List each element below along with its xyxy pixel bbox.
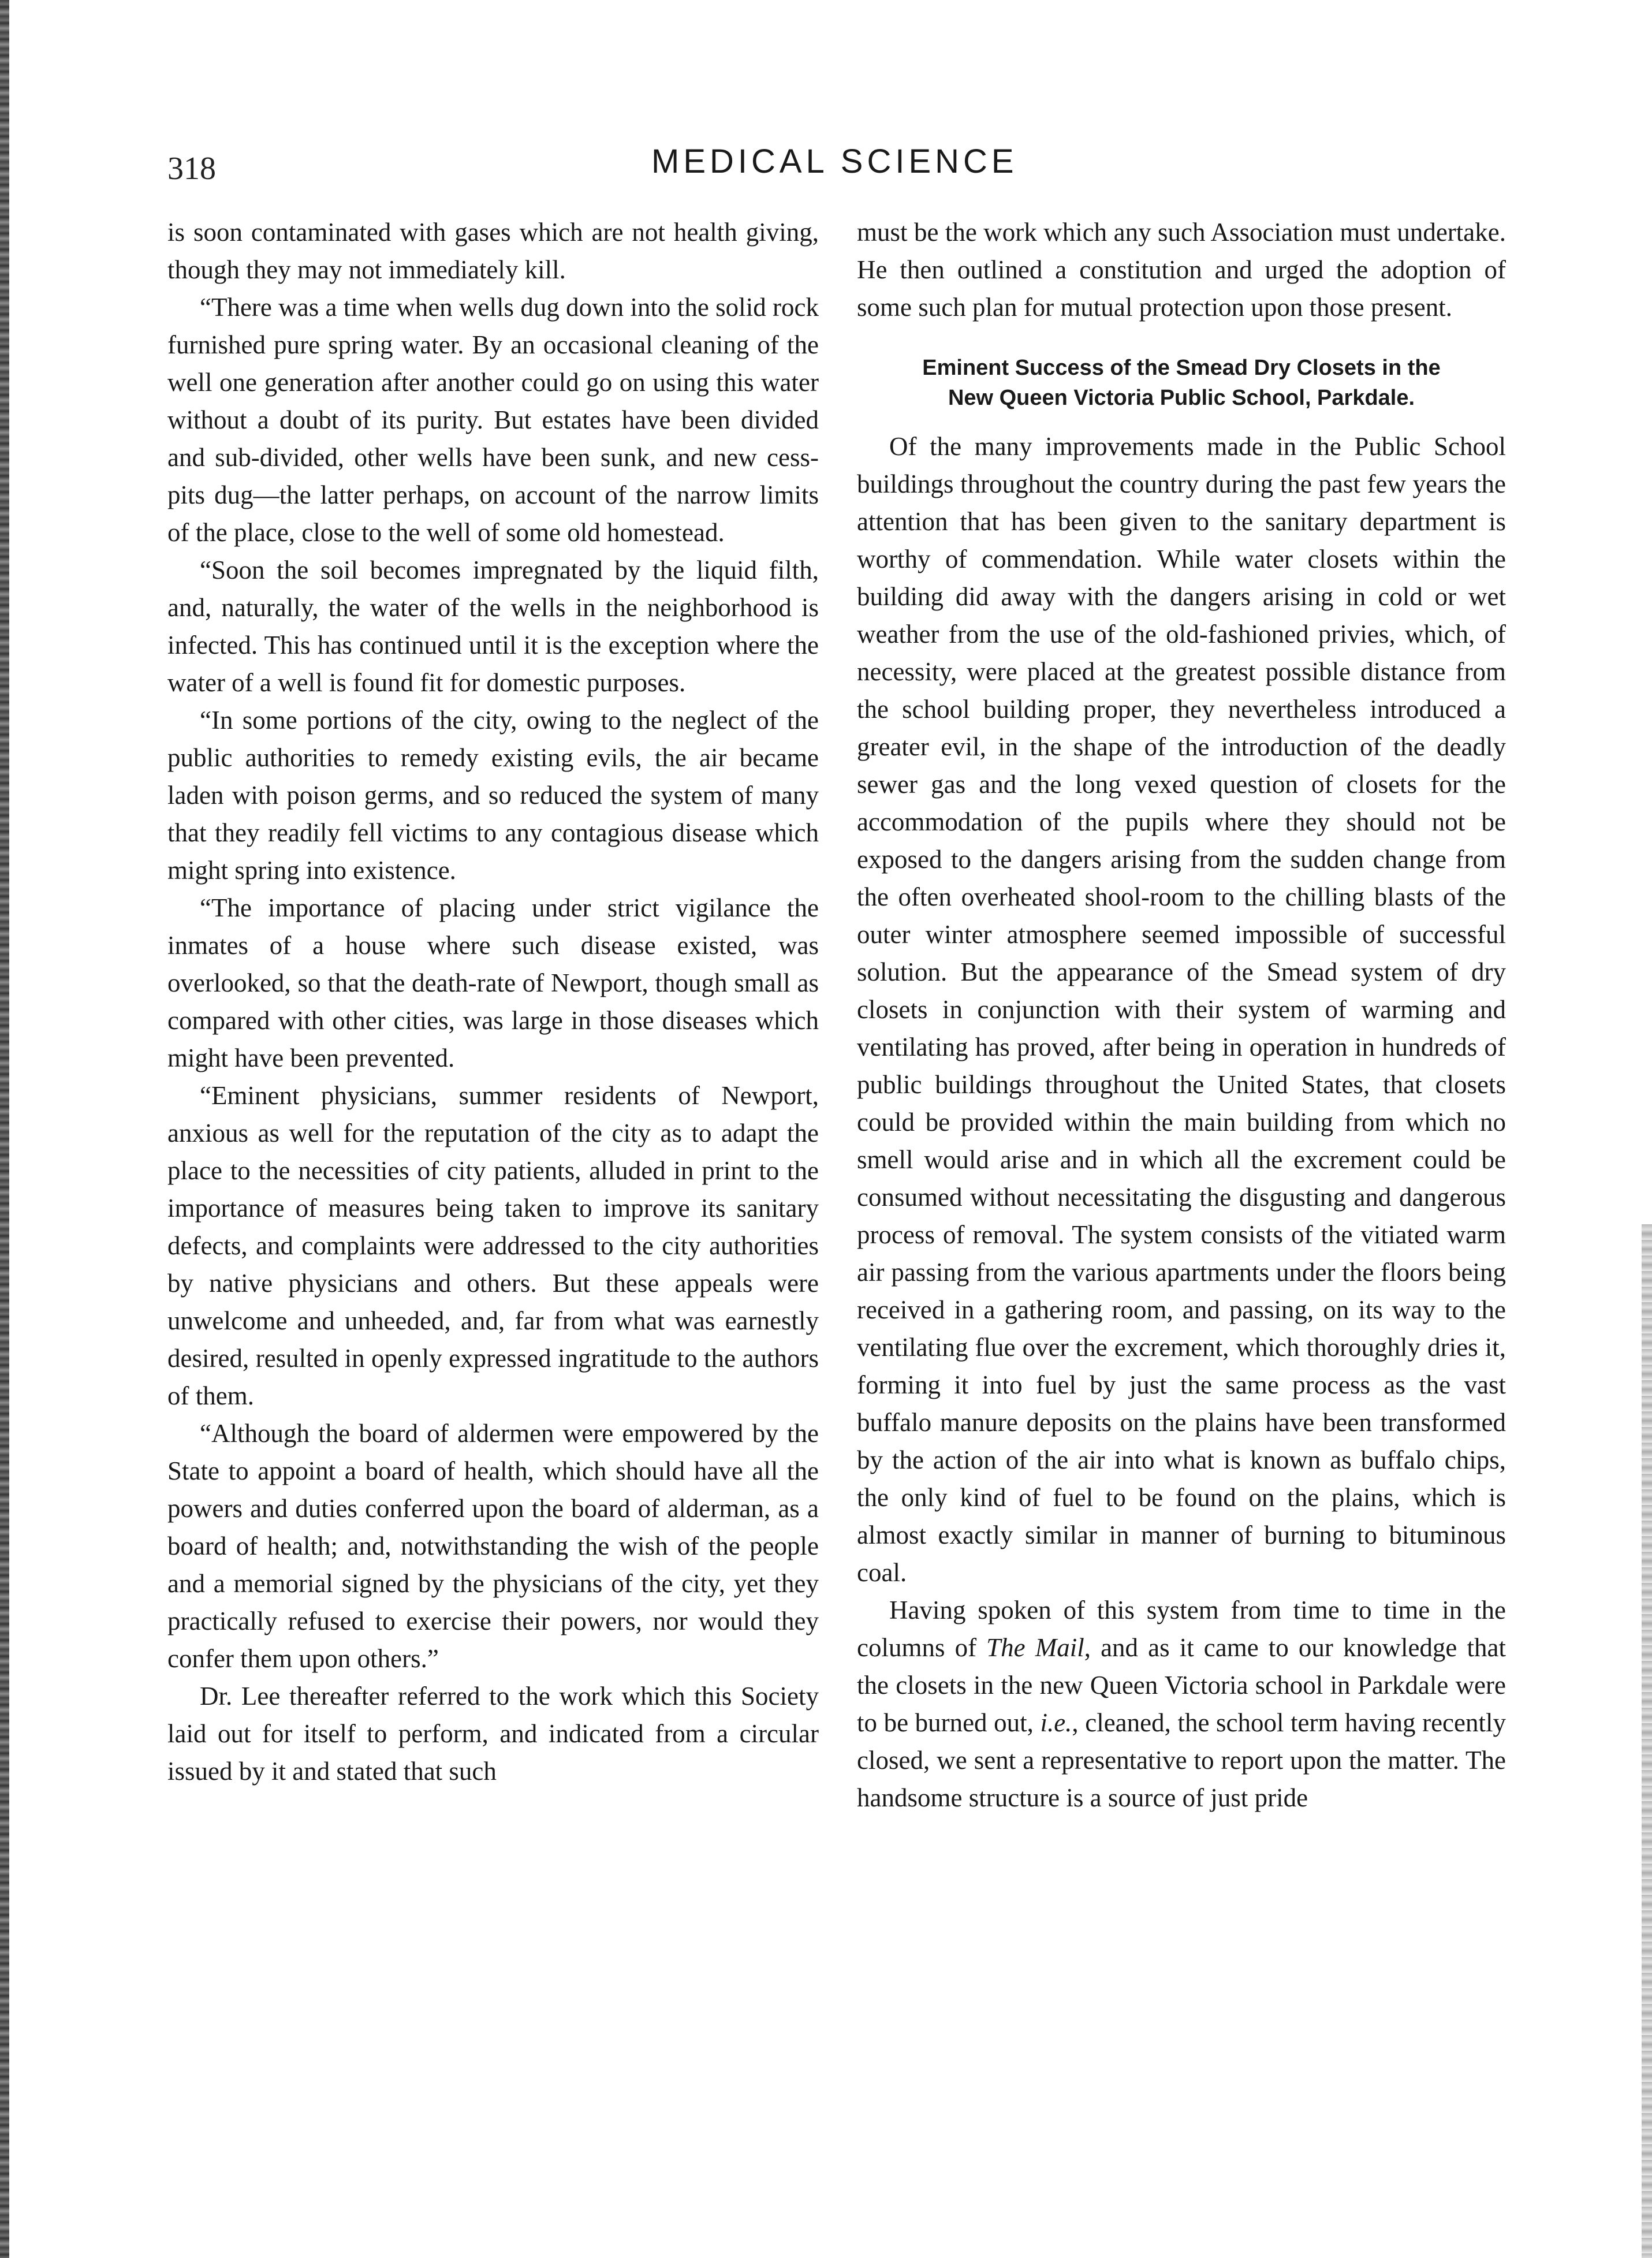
right-paragraph-3-text-b: , and as it came to our knowledge that the closets in the new Queen Victoria school in Parkdale were to be burned out,	[857, 1633, 1506, 1737]
page-header	[167, 142, 1034, 188]
left-column	[167, 214, 819, 1790]
article-heading-line-2: New Queen Victoria Public School, Parkdale.	[948, 386, 1415, 410]
running-title: MEDICAL SCIENCE	[651, 143, 1018, 180]
right-column	[857, 214, 1506, 1817]
right-paragraph-1: must be the work which any such Association must undertake. He then outlined a constitution and urged the adoption of some such plan for mutual protection upon those present.	[857, 218, 1506, 322]
page-right-edge	[1642, 1224, 1652, 2258]
left-paragraph-4: “In some portions of the city, owing to the neglect of the public authorities to remedy existing evils, the air became laden with poison germs, and so reduced the system of many that they readily fell victims to any contagious disease which might spring into existence.	[167, 706, 819, 885]
right-paragraph-3	[857, 1592, 1506, 1817]
left-paragraph-1: is soon contaminated with gases which are not health giving, though they may not immediately kill.	[167, 218, 819, 284]
right-paragraph-3-text-a: Having spoken of this system from time to time in the columns of	[857, 1596, 1506, 1662]
page-binding-edge	[0, 0, 9, 2258]
left-paragraph-7: “Although the board of aldermen were empowered by the State to appoint a board of health, which should have all the powers and duties conferred upon the board of alderman, as a board of health; and, notwithstanding the wish of the people and a memorial signed by the physicians of the city, yet they practically refused to exercise their powers, nor would they confer them upon others.”	[167, 1419, 819, 1673]
right-paragraph-3-text-c: , cleaned, the school term having recently closed, we sent a representative to report upon the matter. The handsome structure is a source of just pride	[857, 1708, 1506, 1812]
left-paragraph-2: “There was a time when wells dug down into the solid rock furnished pure spring water. By an occasional cleaning of the well one generation after another could go on using this water without a doubt of its purity. But estates have been divided and sub-divided, other wells have been sunk, and new cess-pits dug—the latter perhaps, on account of the narrow limits of the place, close to the well of some old homestead.	[167, 293, 819, 547]
article-heading-line-1: Eminent Success of the Smead Dry Closets in the	[922, 356, 1441, 380]
left-paragraph-3: “Soon the soil becomes impregnated by the liquid filth, and, naturally, the water of the wells in the neighborhood is infected. This has continued until it is the exception where the water of a well is found fit for domestic purposes.	[167, 556, 819, 697]
newspaper-title: The Mail	[986, 1633, 1084, 1662]
left-paragraph-5: “The importance of placing under strict vigilance the inmates of a house where such disease existed, was overlooked, so that the death-rate of Newport, though small as compared with other cities, was large in those diseases which might have been prevented.	[167, 893, 819, 1072]
page-number: 318	[167, 151, 216, 187]
left-paragraph-6: “Eminent physicians, summer residents of Newport, anxious as well for the reputation of the city as to adapt the place to the necessities of city patients, alluded in print to the importance of measures being taken to improve its sanitary defects, and complaints were addressed to the city authorities by native physicians and others. But these appeals were unwelcome and unheeded, and, far from what was earnestly desired, resulted in openly expressed ingratitude to the authors of them.	[167, 1081, 819, 1410]
ie-abbreviation: i.e.	[1040, 1708, 1072, 1737]
right-paragraph-2: Of the many improvements made in the Public School buildings throughout the country during the past few years the attention that has been given to the sanitary department is worthy of commendation. While water closets within the building did away with the dangers arising in cold or wet weather from the use of the old-fashioned privies, which, of necessity, were placed at the greatest possible distance from the school building proper, they nevertheless introduced a greater evil, in the shape of the introduction of the deadly sewer gas and the long vexed question of closets for the accommodation of the pupils where they should not be exposed to the dangers arising from the sudden change from the often overheated shool-room to the chilling blasts of the outer winter atmosphere seemed impossible of successful solution. But the appearance of the Smead system of dry closets in conjunction with their system of warming and ventilating has proved, after being in operation in hundreds of public buildings throughout the United States, that closets could be provided within the main building from which no smell would arise and in which all the excrement could be consumed without necessitating the disgusting and dangerous process of removal. The system consists of the vitiated warm air passing from the various apartments under the floors being received in a gathering room, and passing, on its way to the ventilating flue over the excrement, which thoroughly dries it, forming it into fuel by just the same process as the vast buffalo manure deposits on the plains have been transformed by the action of the air into what is known as buffalo chips, the only kind of fuel to be found on the plains, which is almost exactly similar in manner of burning to bituminous coal.	[857, 432, 1506, 1587]
article-heading	[857, 353, 1506, 413]
left-paragraph-8: Dr. Lee thereafter referred to the work which this Society laid out for itself to perform, and indicated from a circular issued by it and stated that such	[167, 1682, 819, 1786]
